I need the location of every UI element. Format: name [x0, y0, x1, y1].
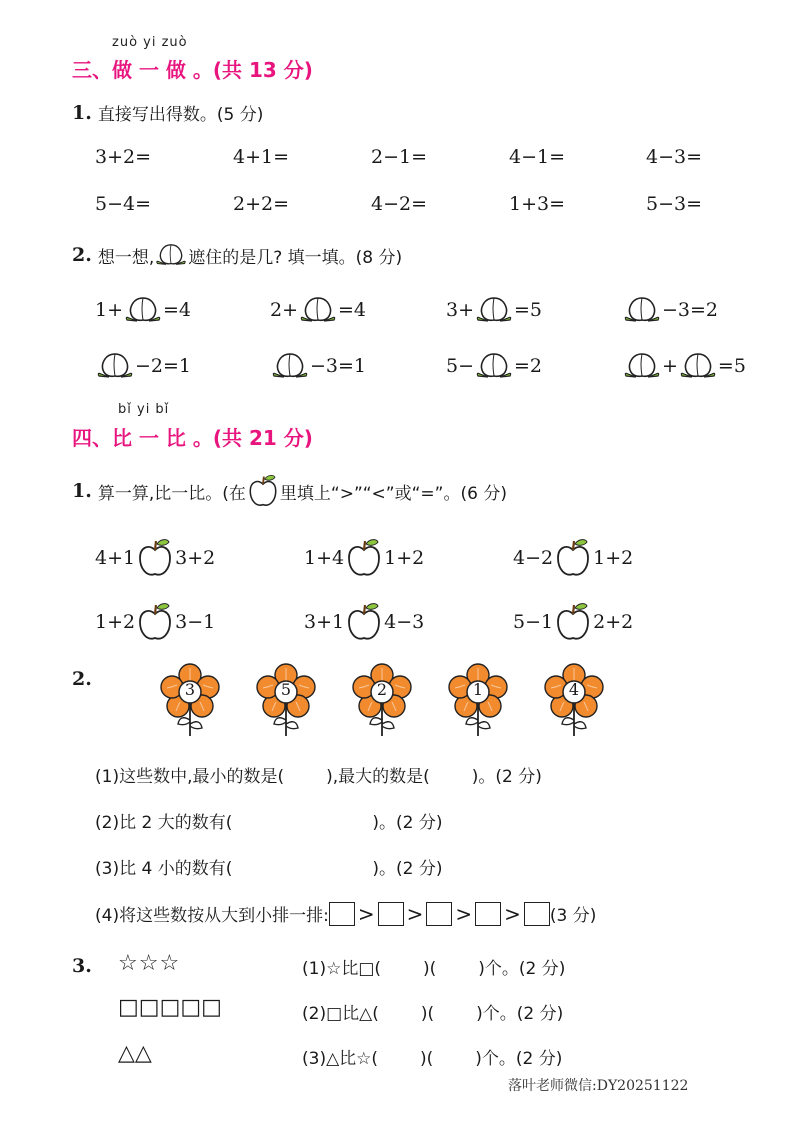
subq-text: (3)比 4 小的数有(	[95, 859, 233, 879]
peach-icon[interactable]	[95, 350, 135, 382]
flower-number: 3	[184, 680, 196, 699]
peach-icon[interactable]	[678, 350, 718, 382]
subq-text: (2)比 2 大的数有(	[95, 813, 233, 833]
q3-subq-1	[302, 954, 565, 979]
expr-right: 4−3	[384, 611, 425, 633]
calc-item: 4−3=	[646, 146, 703, 168]
subq-text: (2)□比△(	[302, 1004, 379, 1024]
peach-equation	[446, 294, 542, 326]
subq-1	[95, 762, 542, 787]
expr-left: 1+2	[95, 611, 136, 633]
expr-left: 3+1	[304, 611, 345, 633]
s3-q2-header	[72, 241, 402, 269]
flower-icon	[352, 662, 412, 738]
flower-number: 2	[376, 680, 388, 699]
peach-icon[interactable]	[474, 294, 514, 326]
expr-right: 1+2	[593, 547, 634, 569]
peach-equation	[270, 350, 366, 382]
peach-equation	[95, 350, 191, 382]
expr-left: 4−2	[513, 547, 554, 569]
subq-text: (3 分)	[549, 906, 597, 926]
flower-card	[448, 662, 508, 738]
peach-icon[interactable]	[474, 350, 514, 382]
gt-sign: >	[455, 901, 473, 926]
compare-item	[304, 600, 424, 644]
eq-part: =5	[717, 355, 746, 377]
section3-title: 三、做 一 做 。(共 13 分)	[72, 58, 313, 82]
answer-box[interactable]	[524, 902, 550, 926]
calc-item: 4−1=	[509, 146, 566, 168]
calc-item: 2+2=	[233, 193, 290, 215]
compare-item	[95, 600, 215, 644]
section3-pinyin: zuò yi zuò	[112, 35, 188, 50]
apple-icon[interactable]	[135, 600, 175, 644]
question-text-rest: 里填上“>”“<”或“=”。(6 分)	[279, 483, 507, 504]
peach-equation	[95, 294, 191, 326]
subq-text: (1)这些数中,最小的数是(	[95, 767, 285, 787]
subq-text: (1)☆比□(	[302, 959, 382, 979]
subq-text: )(	[420, 1049, 434, 1069]
flower-icon	[160, 662, 220, 738]
calc-item: 2−1=	[371, 146, 428, 168]
gt-sign: >	[504, 901, 521, 926]
answer-box[interactable]	[329, 902, 355, 926]
expr-left: 5−1	[513, 611, 554, 633]
apple-icon[interactable]	[344, 536, 384, 580]
flower-card	[160, 662, 220, 738]
flower-icon	[544, 662, 604, 738]
answer-box[interactable]	[475, 902, 501, 926]
eq-part: 5−	[446, 355, 475, 377]
flower-card	[352, 662, 412, 738]
eq-part: 2+	[270, 299, 299, 321]
expr-right: 3−1	[175, 611, 216, 633]
peach-equation	[622, 350, 746, 382]
question-text: 想一想,	[97, 247, 155, 268]
question-number: 1.	[72, 480, 92, 502]
eq-part: =4	[338, 299, 367, 321]
peach-icon[interactable]	[622, 294, 662, 326]
eq-part: =4	[163, 299, 192, 321]
apple-icon[interactable]	[135, 536, 175, 580]
expr-left: 1+4	[304, 547, 345, 569]
question-number: 1.	[72, 101, 92, 124]
flower-card	[544, 662, 604, 738]
question-number: 3.	[72, 955, 92, 977]
peach-icon	[154, 241, 188, 269]
compare-item	[513, 600, 633, 644]
expr-right: 1+2	[384, 547, 425, 569]
s3-q1-header	[72, 100, 263, 125]
subq-text: (3)△比☆(	[302, 1049, 379, 1069]
squares-group: □□□□□	[118, 995, 222, 1020]
flower-number: 5	[280, 680, 292, 699]
peach-equation	[622, 294, 718, 326]
triangles-group: △△	[118, 1041, 152, 1066]
subq-text: (4)将这些数按从大到小排一排:	[95, 906, 329, 926]
compare-item	[304, 536, 424, 580]
section4-pinyin: bǐ yi bǐ	[118, 402, 170, 417]
eq-part: 1+	[95, 299, 124, 321]
flower-icon	[256, 662, 316, 738]
compare-item	[513, 536, 633, 580]
subq-text: )。(2 分)	[471, 767, 542, 787]
subq-text: )个。(2 分)	[475, 1049, 563, 1069]
eq-part: −3=2	[662, 299, 719, 321]
calc-item: 5−3=	[646, 193, 703, 215]
q3-subq-2	[302, 999, 563, 1024]
apple-icon[interactable]	[553, 536, 593, 580]
footer-contact: 落叶老师微信:DY20251122	[508, 1078, 689, 1094]
expr-right: 2+2	[593, 611, 634, 633]
subq-text: )。(2 分)	[372, 859, 443, 879]
apple-icon[interactable]	[553, 600, 593, 644]
stars-group: ☆☆☆	[118, 951, 181, 976]
subq-3	[95, 854, 442, 879]
q3-subq-3	[302, 1044, 562, 1069]
gt-sign: >	[357, 901, 375, 926]
gt-sign: >	[406, 901, 424, 926]
peach-icon[interactable]	[622, 350, 662, 382]
subq-4	[95, 901, 596, 926]
peach-icon[interactable]	[298, 294, 338, 326]
eq-part: −2=1	[135, 355, 192, 377]
question-number: 2.	[72, 668, 92, 690]
question-number: 2.	[72, 244, 92, 266]
calc-item: 3+2=	[95, 146, 152, 168]
calc-item: 5−4=	[95, 193, 152, 215]
answer-box[interactable]	[378, 902, 404, 926]
peach-equation	[270, 294, 366, 326]
subq-text: )(	[423, 959, 437, 979]
peach-icon[interactable]	[270, 350, 310, 382]
question-text: 直接写出得数。(5 分)	[97, 105, 264, 125]
question-text: 算一算,比一比。(在	[97, 483, 246, 504]
flower-number: 4	[568, 680, 580, 699]
flower-card	[256, 662, 316, 738]
calc-item: 4+1=	[233, 146, 290, 168]
eq-part: =2	[514, 355, 543, 377]
peach-equation	[446, 350, 542, 382]
expr-right: 3+2	[175, 547, 216, 569]
subq-text: ),最大的数是(	[326, 767, 430, 787]
eq-part: −3=1	[310, 355, 367, 377]
flower-icon	[448, 662, 508, 738]
question-text-rest: 遮住的是几? 填一填。(8 分)	[188, 247, 403, 268]
subq-2	[95, 808, 442, 833]
s4-q1-header	[72, 472, 507, 510]
eq-part: 3+	[446, 299, 475, 321]
subq-text: )。(2 分)	[372, 813, 443, 833]
expr-left: 4+1	[95, 547, 136, 569]
eq-part: =5	[514, 299, 543, 321]
calc-item: 1+3=	[509, 193, 566, 215]
apple-icon[interactable]	[344, 600, 384, 644]
peach-icon[interactable]	[123, 294, 163, 326]
compare-item	[95, 536, 215, 580]
eq-part: +	[662, 355, 678, 377]
calc-item: 4−2=	[371, 193, 428, 215]
subq-text: )个。(2 分)	[476, 1004, 564, 1024]
flower-number: 1	[472, 680, 484, 699]
subq-text: )(	[420, 1004, 435, 1024]
section4-title: 四、比 一 比 。(共 21 分)	[72, 426, 313, 450]
answer-box[interactable]	[426, 902, 452, 926]
apple-icon	[246, 472, 280, 510]
subq-text: )个。(2 分)	[478, 959, 566, 979]
